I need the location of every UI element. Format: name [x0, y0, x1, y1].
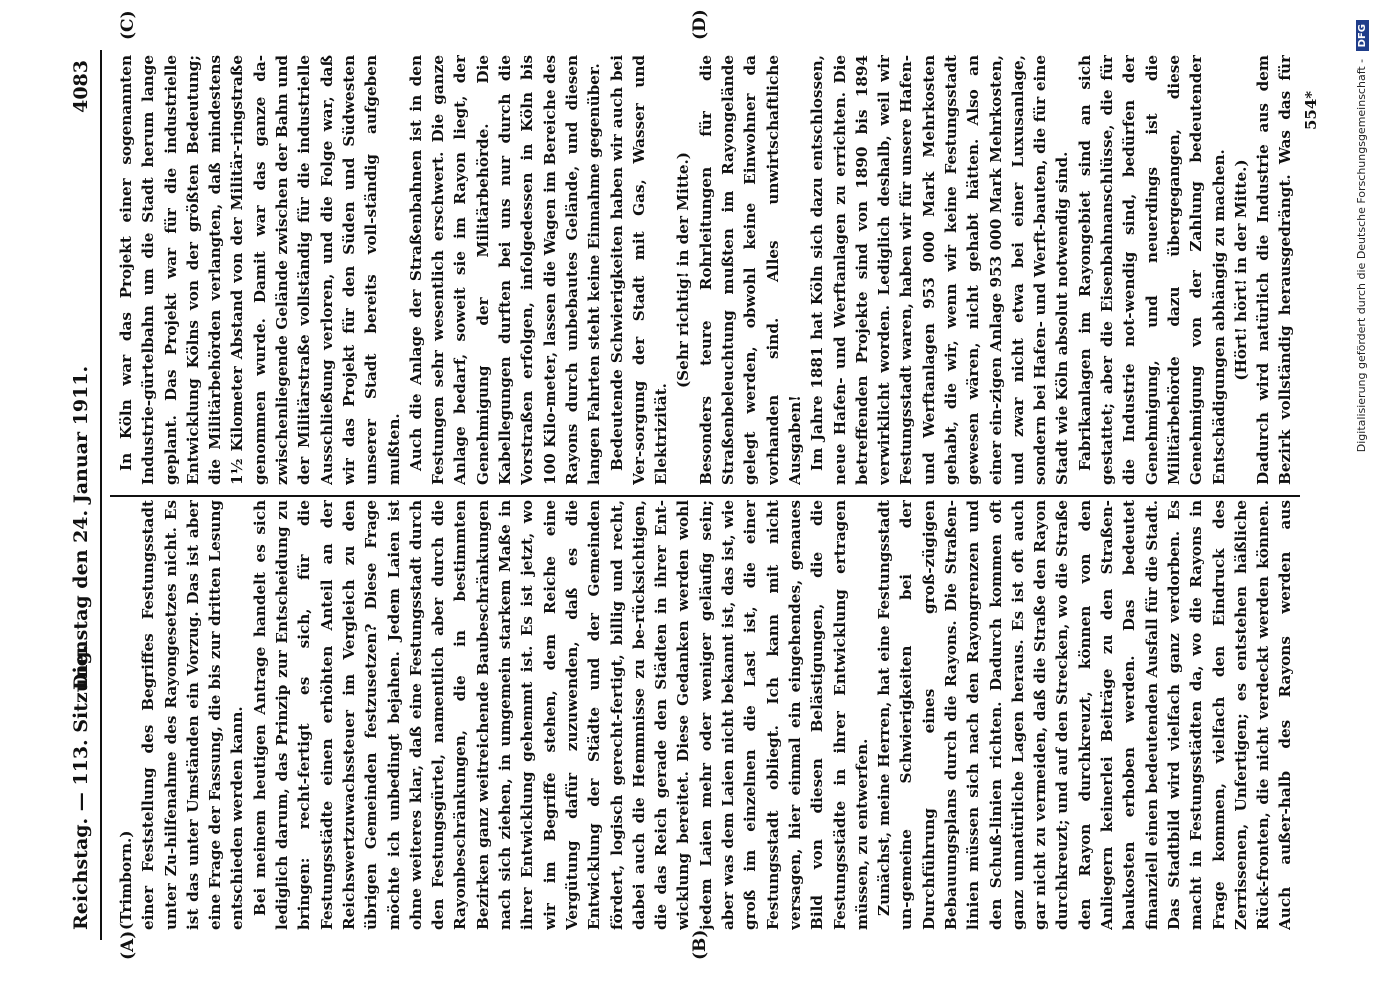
digitization-credit: [1355, 20, 1375, 700]
margin-marker-a: (A): [118, 930, 138, 960]
paragraph: In Köln war das Projekt einer sogenannten Industrie-gürtelbahn um die Stadt herum lange geplant. Das Projekt war für die industrielle Entwicklung Kölns von der größten Bedeutung; die Militärbehörden verlangten, daß mindestens 1½ Kilometer Abstand von der Militär-ringstraße genommen wurde. Damit war das ganze da-zwischenliegende Gelände zwischen der Bahn und der Militärstraße vollständig für die industrielle Ausschließung verloren, und die Folge war, daß wir das Projekt für den Süden und Südwesten unserer Stadt bereits voll-ständig aufgeben mußten.: [117, 55, 403, 485]
credit-text: Digitalisierung gefördert durch die Deutsche Forschungsgemeinschaft -: [1355, 58, 1368, 453]
paragraph: (Trimborn.): [117, 830, 135, 930]
paragraph: Bei meinem heutigen Antrage handelt es sich lediglich darum, das Prinzip zur Entscheidung zu bringen: recht-fertigt es sich, für die Festungsstädte einen erhöhten Anteil an der Reichswertzuwachssteuer im Vergleich zu den übrigen Gemeinden festzusetzen? Diese Frage möchte ich unbedingt bejahen. Jedem Laien ist ohne weiteres klar, daß eine Festungsstadt durch den Festungsgürtel, namentlich aber durch die Rayonbeschränkungen, die in bestimmten Bezirken ganz weitreichende Baubeschränkungen nach sich ziehen, in umgemein starkem Maße in ihrer Entwicklung gehemmt ist. Es ist jetzt, wo wir im Begriffe stehen, dem Reiche eine Vergütung dafür zuzuwenden, daß es die Entwicklung der Städte und der Gemeinden fördert, logisch gerecht-fertigt, billig und recht, dabei auch die Hemmnisse zu be-rücksichtigen, die das Reich gerade den Städten in ihrer Ent-wicklung bereitet. Diese Gedanken werden wohl jedem Laien mehr oder weniger geläufig sein; aber was dem Laien nicht bekannt ist, das ist, wie groß im einzelnen die Last ist, die einer Festungsstadt obliegt. Ich kann mit nicht versagen, hier einmal ein eingehendes, genaues Bild von diesen Belästigungen, die die Festungsstädte in ihrer Entwicklung ertragen müssen, zu entwerfen.: [250, 500, 871, 930]
paragraph: (Hört! hört! in der Mitte.): [1231, 159, 1250, 381]
paragraph: Fabrikanlagen im Rayongebiet sind an sich gestattet; aber die Eisenbahnanschlüsse, die für die Industrie not-wendig sind, bedürfen der Genehmigung, und neuerdings ist die Militärbehörde dazu übergegangen, diese Genehmigung von der Zahlung bedeutender Entschädigungen abhängig zu machen.: [1075, 55, 1228, 485]
paragraph: Auch die Anlage der Straßenbahnen ist in den Festungen sehr wesentlich erschwert. Die ganze Anlage bedarf, soweit sie im Rayon liegt, der Genehmigung der Militärbehörde. Die Kabellegungen durften bei uns nur durch die Vorstraßen erfolgen, infolgedessen in Köln bis 100 Kilo-meter, lassen die Wagen im Bereiche des Rayons durch unbebautes Gelände, und diesen langen Fahrten steht keine Einnahme gegenüber.: [406, 55, 604, 485]
margin-marker-c: (C): [118, 10, 138, 40]
paragraph: (Sehr richtig! in der Mitte.): [674, 152, 693, 388]
margin-marker-d: (D): [690, 9, 710, 40]
sheet-number: 554*: [1302, 90, 1320, 130]
header-left: Reichstag. — 113. Sitzung.: [70, 644, 92, 930]
paragraph: Bedeutende Schwierigkeiten haben wir auch bei Ver-sorgung der Stadt mit Gas, Wasser und Elektrizität.: [607, 55, 671, 485]
paragraph: einer Feststellung des Begriffes Festungsstadt unter Zu-hilfenahme des Rayongesetzes nicht. Es ist das unter Umständen ein Vorzug. Das ist aber eine Frage der Fassung, die bis zur dritten Lesung entschieden werden kann.: [139, 500, 247, 930]
page-header: [60, 50, 102, 940]
header-date: Dienstag den 24. Januar 1911.: [70, 365, 92, 690]
paragraph: Zunächst, meine Herren, hat eine Festungsstadt un-gemeine Schwierigkeiten bei der Durchführung eines groß-zügigen Bebauungsplans durch die Rayons. Die Straßen-linien müssen sich nach den Rayongrenzen und den Schuß-linien richten. Dadurch kommen oft ganz unnatürliche Lagen heraus. Es ist oft auch gar nicht zu vermeiden, daß die Straße den Rayon durchkreuzt; und auf den Strecken, wo die Straße den Rayon durchkreuzt, können von den Anliegern keinerlei Beiträge zu den Straßen-baukosten erhoben werden. Das bedeutet finanziell einen bedeutenden Ausfall für die Stadt. Das Stadtbild wird vielfach ganz verdorben. Es macht in Festungsstädten da, wo die Rayons in Frage kommen, vielfach den Eindruck des Zerrissenen, Unfertigen; es entstehen häßliche Rück-fronten, die nicht verdeckt werden können. Auch außer-halb des Rayons werden aus: [875, 500, 1295, 930]
paragraph: Besonders teure Rohrleitungen für die Straßenbeleuchtung mußten im Rayongelände gelegt werden, obwohl keine Einwohner da vorhanden sind. Alles unwirtschaftliche Ausgaben!: [696, 55, 804, 485]
column-divider: [110, 495, 1300, 497]
dfg-logo: DFG: [1356, 20, 1369, 51]
paragraph: Im Jahre 1881 hat Köln sich dazu entschlossen, neue Hafen- und Werftanlagen zu errichten. Die betreffenden Projekte sind von 1890 bis 1894 verwirklicht worden. Lediglich deshalb, weil wir Festungsstadt waren, haben wir für unsere Hafen- und Werftanlagen 953 000 Mark Mehrkosten gehabt, die wir, wenn wir keine Festungsstadt gewesen wären, nicht gehabt hätten. Also an einer ein-zigen Anlage 953 000 Mark Mehrkosten, und zwar nicht etwa bei einer Luxusanlage, sondern bei Hafen- und Werft-bauten, die für eine Stadt wie Köln absolut notwendig sind.: [808, 55, 1072, 485]
left-text-column: [115, 500, 1295, 930]
paragraph: Dadurch wird natürlich die Industrie aus dem Bezirk vollständig herausgedrängt. Was das für: [1254, 55, 1295, 485]
page-number: 4083: [70, 60, 92, 113]
right-text-column: [115, 55, 1295, 485]
margin-marker-b: (B): [690, 929, 710, 960]
